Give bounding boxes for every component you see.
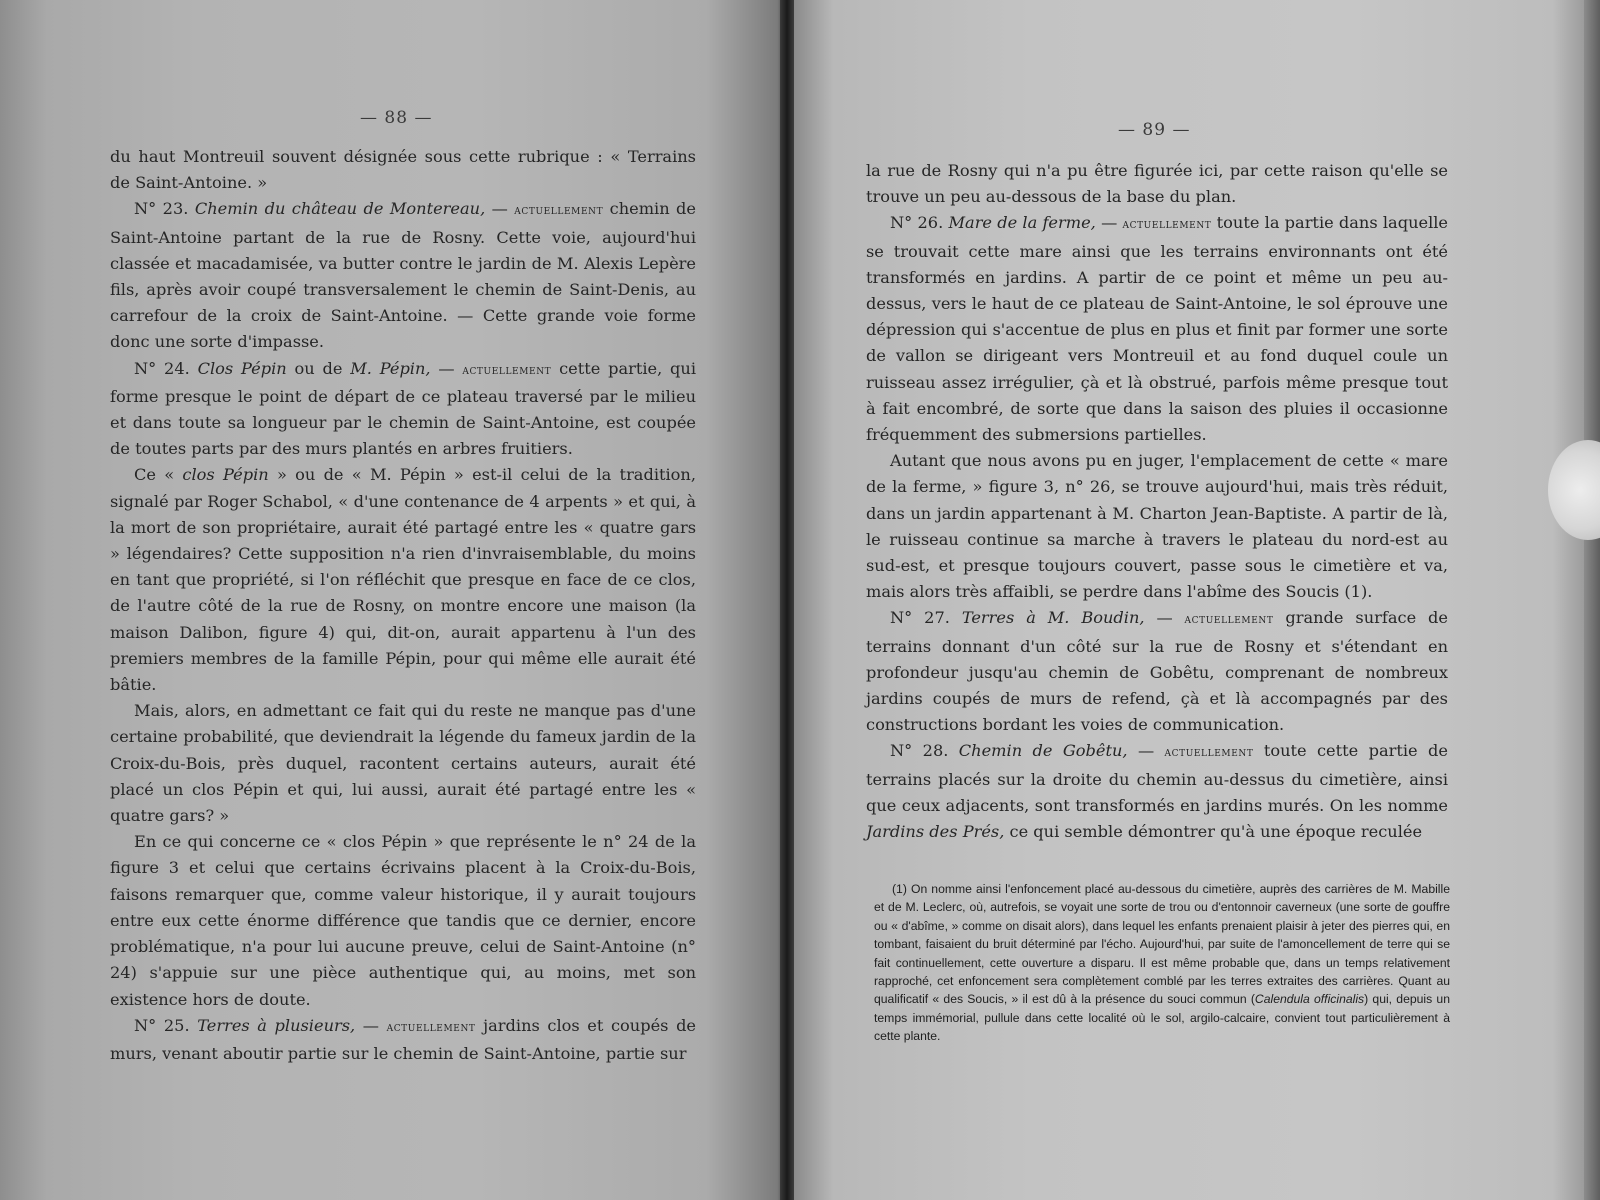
paragraph-clos-pepin: Ce « clos Pépin » ou de « M. Pépin » est-il celui de la tradition, signalé par Roger Schabol, « d'une contenance de 4 arpents » et qui, à la mort de son propriétaire, aurait été partagé entre les « quatre gars » légendaires? Cette supposition n'a rien d'invraisemblable, du moins en tant que propriété, si l'on réfléchit que presque en face de ce clos, de l'autre côté de la rue de Rosny, on montre encore une maison (la maison Dalibon, figure 4) qui, dit-on, aurait appartenu à l'un des premiers membres de la famille Pépin, pour qui même elle aurait été bâtie. (110, 465, 696, 695)
page-number-89: — 89 — (1118, 120, 1191, 140)
entry-28: N° 28. Chemin de Gobêtu, — actuellement toute cette partie de terrains placés sur la droite du chemin au-dessus du cimetière, ainsi que ceux adjacents, sont transformés en jardins murés. On les nomme Jardins des Prés, ce qui semble démontrer qu'à une époque reculée (866, 741, 1448, 842)
paragraph-mare: Autant que nous avons pu en juger, l'emplacement de cette « mare de la ferme, » figure 3, n° 26, se trouve aujourd'hui, mais très réduit, dans un jardin appartenant à M. Charton Jean-Baptiste. A partir de là, le ruisseau continue sa marche à travers le plateau du nord-est au sud-est, et presque toujours couvert, passe sous le cimetière et va, mais alors très affaibli, se perdre dans l'abîme des Soucis (1). (866, 451, 1448, 602)
entry-title: Chemin du château de Montereau, (194, 199, 486, 219)
paragraph-continuation: la rue de Rosny qui n'a pu être figurée ici, par cette raison qu'elle se trouve un peu au-dessous de la base du plan. (866, 161, 1448, 207)
keyword-actuellement: actuellement (514, 203, 604, 219)
entry-title: Terres à plusieurs, (197, 1015, 356, 1035)
entry-title: Clos Pépin (197, 358, 287, 378)
footnote (874, 880, 1450, 1046)
entry-number: N° 23. (134, 199, 189, 219)
keyword-actuellement: actuellement (1122, 217, 1212, 233)
entry-title: Chemin de Gobêtu, (958, 741, 1128, 761)
entry-25: N° 25. Terres à plusieurs, — actuellement jardins clos et coupés de murs, venant aboutir partie sur le chemin de Saint-Antoine, partie sur (110, 1015, 697, 1063)
entry-26: N° 26. Mare de la ferme, — actuellement toute la partie dans laquelle se trouvait cette mare ainsi que les terrains environnants ont été transformés en jardins. A partir de ce point et même un peu au-dessus, vers le haut de ce plateau de Saint-Antoine, le sol éprouve une dépression qui s'accentue de plus en plus et finit par former une sorte de vallon se dirigeant vers Montreuil et au fond duquel coule un ruisseau assez irrégulier, çà et là obstrué, parfois même presque tout à fait encombré, de sorte que dans la saison des pluies il occasionne fréquemment des submersions partielles. (866, 213, 1449, 445)
entry-number: N° 25. (134, 1015, 190, 1035)
book-edge (1584, 0, 1600, 1200)
entry-number: N° 24. (134, 358, 190, 378)
paragraph-continuation: du haut Montreuil souvent désignée sous cette rubrique : « Terrains de Saint-Antoine. » (110, 147, 696, 193)
keyword-actuellement: actuellement (386, 1019, 476, 1035)
entry-24: N° 24. Clos Pépin ou de M. Pépin, — actuellement cette partie, qui forme presque le point de départ de ce plateau traversé par le milieu et dans toute sa longueur par le chemin de Saint-Antoine, est coupée de toutes parts par des murs plantés en arbres fruitiers. (110, 358, 697, 459)
footnote-1: (1) On nomme ainsi l'enfoncement placé au-dessous du cimetière, auprès des carrières de M. Mabille et de M. Leclerc, où, autrefois, se voyait une sorte de trou ou d'entonnoir caverneux (une sorte de gouffre ou « d'abîme, » comme on disait alors), dans lequel les enfants prenaient plaisir à jeter des pierres qui, en tombant, faisaient du bruit déterminé par l'écho. Aujourd'hui, par suite de l'amoncellement de terre qui se fait continuellement, cette ouverture a disparu. Il est même probable que, dans un temps relativement rapproché, cet enfoncement sera complètement comblé par les terres extraites des carrières. Quant au qualificatif « des Soucis, » il est dû à la présence du souci commun (Calendula officinalis) qui, depuis un temps immémorial, pullule dans cette localité où le sol, argilo-calcaire, convient tout particulièrement à cette plante. (874, 882, 1450, 1044)
paragraph-historique: En ce qui concerne ce « clos Pépin » que représente le n° 24 de la figure 3 et celui que certains écrivains placent à la Croix-du-Bois, faisons remarquer que, comme valeur historique, il y aurait toujours entre eux cette énorme différence que tandis que ce dernier, encore problématique, n'a pour lui aucune preuve, celui de Saint-Antoine (n° 24) s'appuie sur une pièce authentique qui, au moins, met son existence hors de doute. (110, 832, 696, 1009)
entry-title: Terres à M. Boudin, (961, 608, 1145, 628)
entry-number: N° 26. (890, 213, 944, 233)
right-page-body (866, 158, 1448, 845)
entry-title: M. Pépin, (350, 358, 431, 378)
left-page (0, 0, 785, 1200)
left-page-body (110, 144, 696, 1067)
entry-number: N° 27. (890, 608, 950, 628)
keyword-actuellement: actuellement (462, 362, 552, 378)
keyword-actuellement: actuellement (1164, 745, 1254, 761)
page-number-88: — 88 — (360, 108, 433, 128)
entry-27: N° 27. Terres à M. Boudin, — actuellement grande surface de terrains donnant d'un côté sur la rue de Rosny et s'étendant en profondeur jusqu'au chemin de Gobêtu, comprenant de nombreux jardins coupés de murs de refend, çà et là accompagnés par des constructions bordant les voies de communication. (866, 608, 1448, 735)
paragraph-croix-du-bois: Mais, alors, en admettant ce fait qui du reste ne manque pas d'une certaine probabilité, que deviendrait la légende du fameux jardin de la Croix-du-Bois, près duquel, racontent certains auteurs, aurait été placé un clos Pépin et qui, lui aussi, aurait été partagé entre les « quatre gars? » (110, 701, 696, 826)
entry-number: N° 28. (890, 741, 949, 761)
keyword-actuellement: actuellement (1184, 612, 1274, 628)
entry-title: Mare de la ferme, (948, 213, 1096, 233)
entry-23: N° 23. Chemin du château de Montereau, — actuellement chemin de Saint-Antoine partant de la rue de Rosny. Cette voie, aujourd'hui classée et macadamisée, va butter contre le jardin de M. Alexis Lepère fils, après avoir coupé transversalement le chemin de Saint-Denis, au carrefour de la croix de Saint-Antoine. — Cette grande voie forme donc une sorte d'impasse. (110, 199, 696, 352)
book-gutter (780, 0, 794, 1200)
